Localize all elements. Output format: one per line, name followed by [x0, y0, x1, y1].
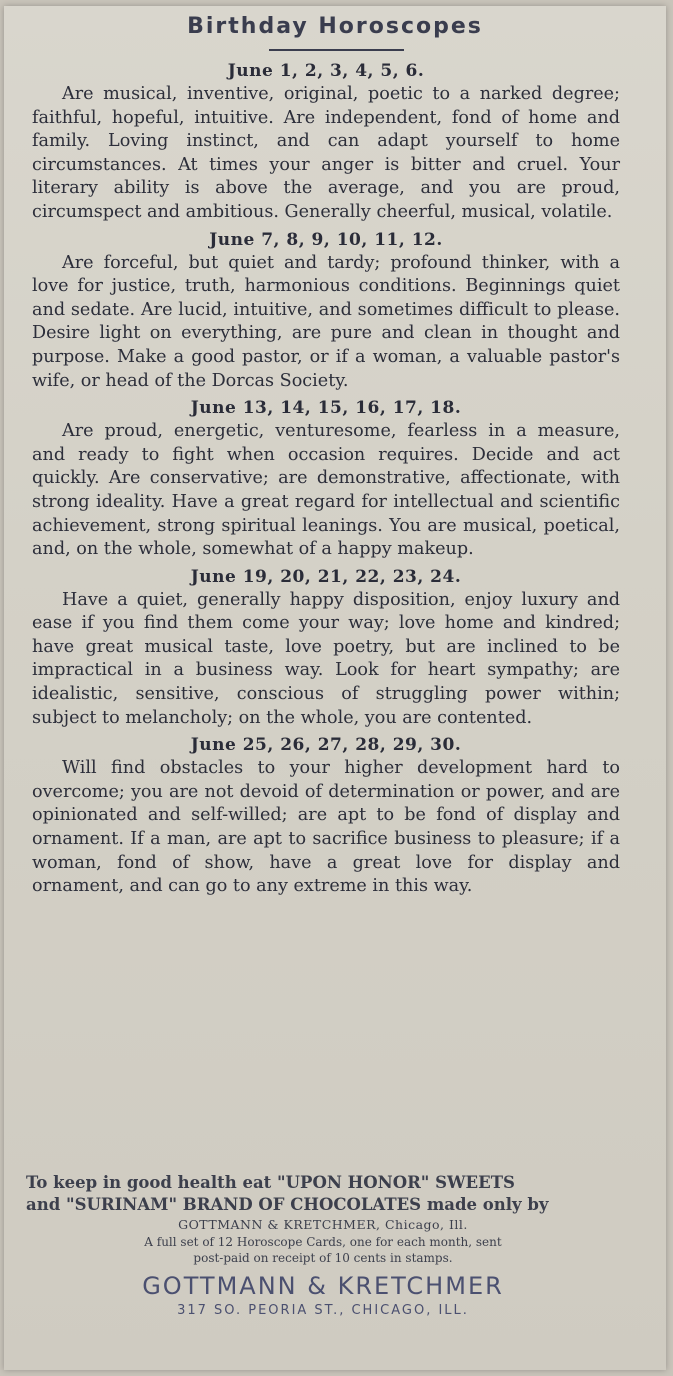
ad-line-maker: GOTTMANN & KRETCHMER, Chicago, Ill. — [178, 1217, 468, 1232]
page-title: Birthday Horoscopes — [187, 14, 483, 39]
horoscope-sections — [32, 60, 620, 903]
section-heading: June 25, 26, 27, 28, 29, 30. — [190, 735, 462, 756]
section-heading: June 13, 14, 15, 16, 17, 18. — [190, 398, 462, 419]
horoscope-section — [32, 229, 620, 394]
horoscope-section — [32, 734, 620, 899]
ad-line-postage: post-paid on receipt of 10 cents in stamps. — [193, 1251, 453, 1265]
ad-line-chocolates: and "SURINAM" BRAND OF CHOCOLATES made only by — [26, 1195, 549, 1214]
section-heading: June 7, 8, 9, 10, 11, 12. — [209, 229, 443, 250]
section-text: Will find obstacles to your higher development hard to overcome; you are not devoid of determination or power, and are opinionated and self-willed; are apt to be fond of display and ornament. If a man, are apt to sacrifice business to pleasure; if a woman, fond of show, have a great love for display and ornament, and can go to any extreme in this way. — [32, 758, 620, 897]
section-text: Are proud, energetic, venturesome, fearless in a measure, and ready to fight when occasion requires. Decide and act quickly. Are conservative; are demonstrative, affectionate, with strong ideality. Have a great regard for intellectual and scientific achievement, strong spiritual leanings. You are musical, poetical, and, on the whole, somewhat of a happy makeup. — [32, 421, 620, 560]
advertisement-footer — [26, 1172, 620, 1322]
horoscope-section — [32, 566, 620, 731]
title-rule — [269, 49, 404, 51]
company-name: GOTTMANN & KRETCHMER — [142, 1272, 504, 1300]
section-text: Are musical, inventive, original, poetic to a narked degree; faithful, hopeful, intuitive. Are independent, fond of home and family. Loving instinct, and can adapt yourself to home circumstances. At times your anger is bitter and cruel. Your literary ability is above the average, and you are proud, circumspect and ambitious. Generally cheerful, musical, volatile. — [32, 84, 620, 222]
ad-line-sweets: To keep in good health eat "UPON HONOR" SWEETS — [26, 1173, 515, 1192]
company-address: 317 SO. PEORIA ST., CHICAGO, ILL. — [177, 1303, 469, 1318]
section-heading: June 19, 20, 21, 22, 23, 24. — [190, 566, 462, 587]
section-text: Have a quiet, generally happy disposition, enjoy luxury and ease if you find them come your way; love home and kindred; have great musical taste, love poetry, but are inclined to be impractical in a business way. Look for heart sympathy; are idealistic, sensitive, conscious of struggling power within; subject to melancholy; on the whole, you are contented. — [32, 589, 620, 728]
section-heading: June 1, 2, 3, 4, 5, 6. — [227, 61, 425, 81]
horoscope-section — [32, 60, 620, 225]
ad-line-offer: A full set of 12 Horoscope Cards, one for each month, sent — [144, 1235, 502, 1249]
horoscope-card — [4, 6, 666, 1370]
horoscope-section — [32, 397, 620, 562]
section-text: Are forceful, but quiet and tardy; profound thinker, with a love for justice, truth, harmonious conditions. Beginnings quiet and sedate. Are lucid, intuitive, and sometimes difficult to please. Desire light on everything, are pure and clean in thought and purpose. Make a good pastor, or if a woman, a valuable pastor's wife, or head of the Dorcas Society. — [32, 252, 620, 391]
